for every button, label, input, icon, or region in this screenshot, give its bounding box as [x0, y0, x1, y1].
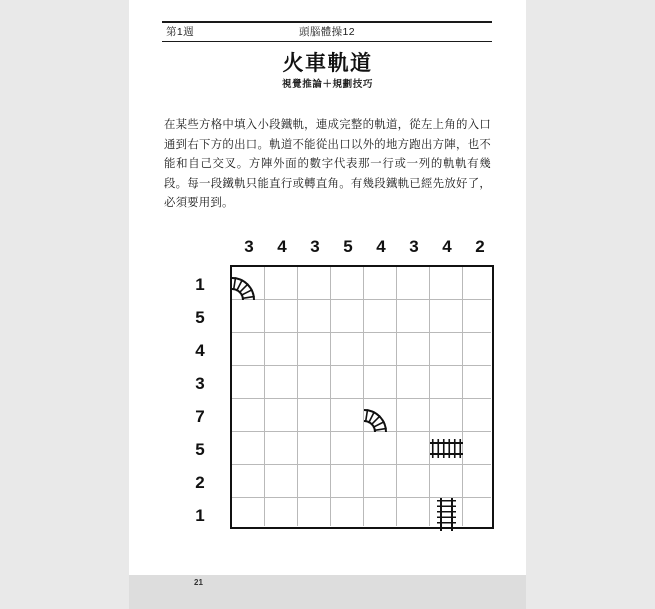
- page-title: 火車軌道: [282, 52, 373, 75]
- chapter-label: 頭腦體操12: [298, 26, 356, 38]
- row-clue: 2: [195, 472, 205, 492]
- curve-track: [232, 267, 265, 300]
- page-number: 21: [194, 578, 203, 587]
- grid-line-vertical: [363, 267, 364, 526]
- column-clue: 4: [376, 237, 386, 256]
- row-clue: 1: [195, 505, 205, 525]
- curve-track: [364, 399, 397, 432]
- column-clue: 2: [475, 237, 485, 256]
- page-header: [162, 21, 492, 43]
- column-clue: 5: [343, 237, 353, 256]
- header-rule-bottom: [162, 41, 492, 42]
- grid-line-horizontal: [232, 299, 491, 300]
- row-clue: 3: [195, 373, 205, 393]
- page-subtitle: 視覺推論＋規劃技巧: [282, 79, 373, 90]
- row-clue: 5: [195, 439, 205, 459]
- grid-line-horizontal: [232, 332, 491, 333]
- row-clue: 1: [195, 274, 205, 294]
- horizontal-track: [430, 432, 463, 465]
- column-clue: 4: [442, 237, 452, 256]
- week-label: 第1週: [166, 26, 195, 38]
- grid-line-vertical: [429, 267, 430, 526]
- column-clue: 3: [244, 237, 254, 256]
- column-clue: 4: [277, 237, 287, 256]
- grid-line-vertical: [330, 267, 331, 526]
- column-clue: 3: [409, 237, 419, 256]
- book-page: [129, 0, 526, 609]
- puzzle-grid: [176, 233, 496, 553]
- row-clue: 4: [195, 340, 205, 360]
- grid-line-horizontal: [232, 365, 491, 366]
- header-rule-top: [162, 21, 492, 23]
- row-clue: 5: [195, 307, 205, 327]
- instructions-text: 在某些方格中填入小段鐵軌，連成完整的軌道，從左上角的入口通到右下方的出口。軌道不能從出口以外的地方跑出方陣，也不能和自己交叉。方陣外面的數字代表那一行或一列的軌軌有幾段。每一段鐵軌只能直行或轉直角。有幾段鐵軌已經先放好了，必須要用到。: [164, 119, 491, 210]
- row-clue: 7: [195, 406, 205, 426]
- grid-line-vertical: [396, 267, 397, 526]
- grid-line-vertical: [462, 267, 463, 526]
- column-clue: 3: [310, 237, 320, 256]
- grid-frame: [230, 265, 494, 529]
- grid-line-horizontal: [232, 398, 491, 399]
- vertical-track: [430, 498, 463, 531]
- grid-line-vertical: [264, 267, 265, 526]
- grid-line-vertical: [297, 267, 298, 526]
